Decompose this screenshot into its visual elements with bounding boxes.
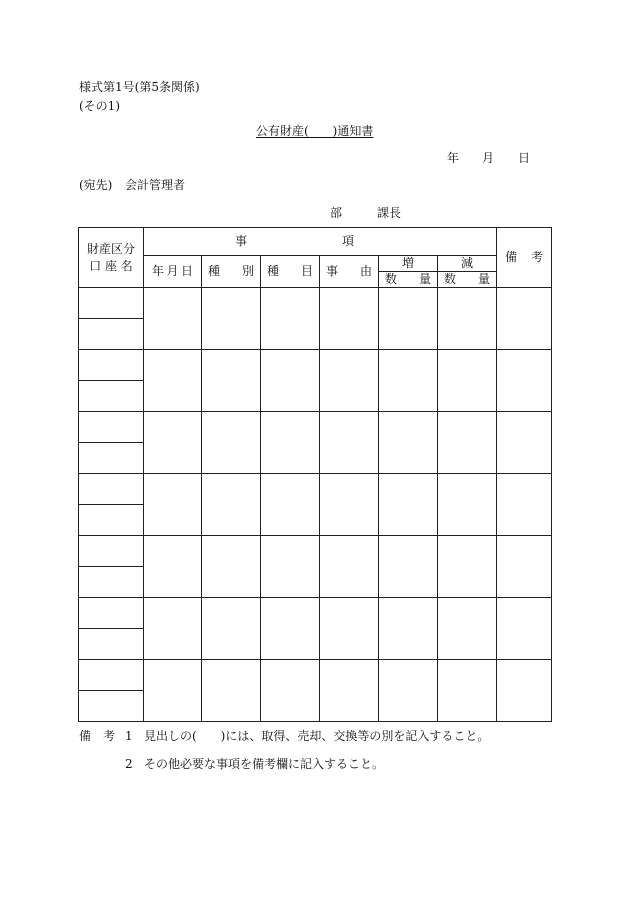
remarks-char-2: 考	[531, 250, 544, 264]
reason-cell[interactable]	[320, 598, 379, 660]
remarks-cell[interactable]	[497, 536, 552, 598]
date-cell[interactable]	[144, 288, 202, 350]
item-cell[interactable]	[261, 288, 320, 350]
kind-char-1: 種	[208, 264, 221, 278]
table-row	[79, 474, 552, 505]
date-cell[interactable]	[144, 412, 202, 474]
kind-cell[interactable]	[202, 536, 261, 598]
account-cell[interactable]	[79, 598, 144, 629]
account-cell[interactable]	[79, 319, 144, 350]
table-row	[79, 660, 552, 691]
table-row	[79, 350, 552, 381]
notification-table	[78, 227, 552, 722]
account-cell[interactable]	[79, 660, 144, 691]
account-cell[interactable]	[79, 381, 144, 412]
qty-increase-cell[interactable]	[379, 474, 438, 536]
item-char-2: 目	[300, 264, 313, 278]
qty-decrease-cell[interactable]	[438, 412, 497, 474]
qty-increase-cell[interactable]	[379, 598, 438, 660]
qty-increase-cell[interactable]	[379, 350, 438, 412]
table-row	[79, 412, 552, 443]
date-cell[interactable]	[144, 536, 202, 598]
qty-increase-cell[interactable]	[379, 660, 438, 722]
remarks-cell[interactable]	[497, 598, 552, 660]
qty-increase-cell[interactable]	[379, 536, 438, 598]
header-increase: 増	[379, 256, 438, 272]
qty-decrease-cell[interactable]	[438, 474, 497, 536]
account-cell[interactable]	[79, 412, 144, 443]
reason-char-1: 事	[326, 264, 339, 278]
date-month: 月	[482, 151, 495, 165]
date-year: 年	[447, 151, 460, 165]
issuer-section: 課長	[377, 206, 402, 220]
reason-cell[interactable]	[320, 412, 379, 474]
table-row	[79, 288, 552, 319]
header-date	[144, 256, 202, 288]
header-matters-left: 事	[235, 234, 248, 248]
note-1-number: 1	[125, 729, 133, 743]
qty-decrease-cell[interactable]	[438, 536, 497, 598]
header-reason	[320, 256, 379, 288]
remarks-cell[interactable]	[497, 474, 552, 536]
qty-increase-cell[interactable]	[379, 412, 438, 474]
date-char-month: 月	[166, 264, 179, 278]
qty-decrease-cell[interactable]	[438, 598, 497, 660]
date-char-day: 日	[180, 264, 193, 278]
item-char-1: 種	[267, 264, 280, 278]
reason-cell[interactable]	[320, 350, 379, 412]
remarks-cell[interactable]	[497, 412, 552, 474]
account-cell[interactable]	[79, 567, 144, 598]
reason-char-2: 由	[359, 264, 372, 278]
note-2-text: その他必要な事項を備考欄に記入すること。	[144, 757, 385, 771]
qty-decrease-cell[interactable]	[438, 660, 497, 722]
kind-cell[interactable]	[202, 288, 261, 350]
item-cell[interactable]	[261, 598, 320, 660]
notes-label: 備 考	[79, 729, 116, 743]
header-item	[261, 256, 320, 288]
note-2-number: 2	[125, 757, 133, 771]
document-title: 公有財産( )通知書	[256, 124, 374, 138]
kind-cell[interactable]	[202, 474, 261, 536]
date-cell[interactable]	[144, 598, 202, 660]
header-decrease: 減	[438, 256, 497, 272]
date-cell[interactable]	[144, 350, 202, 412]
account-cell[interactable]	[79, 629, 144, 660]
kind-cell[interactable]	[202, 350, 261, 412]
item-cell[interactable]	[261, 350, 320, 412]
kind-cell[interactable]	[202, 660, 261, 722]
date-cell[interactable]	[144, 660, 202, 722]
header-kind	[202, 256, 261, 288]
qty-inc-char-1: 数	[385, 272, 398, 286]
kind-cell[interactable]	[202, 598, 261, 660]
account-cell[interactable]	[79, 474, 144, 505]
qty-dec-char-1: 数	[444, 272, 457, 286]
form-subnumber: (その1)	[79, 99, 120, 113]
qty-dec-char-2: 量	[478, 272, 491, 286]
reason-cell[interactable]	[320, 660, 379, 722]
remarks-char-1: 備	[505, 250, 518, 264]
header-account-name: 口 座 名	[89, 258, 133, 273]
table-body	[79, 288, 552, 722]
header-matters-right: 項	[342, 234, 355, 248]
item-cell[interactable]	[261, 474, 320, 536]
item-cell[interactable]	[261, 412, 320, 474]
header-qty-increase	[379, 272, 438, 288]
account-cell[interactable]	[79, 288, 144, 319]
remarks-cell[interactable]	[497, 660, 552, 722]
account-cell[interactable]	[79, 350, 144, 381]
addressee-name: 会計管理者	[125, 178, 186, 192]
qty-increase-cell[interactable]	[379, 288, 438, 350]
header-property-class: 財産区分	[86, 241, 135, 256]
item-cell[interactable]	[261, 536, 320, 598]
issuer-dept: 部	[330, 206, 343, 220]
account-cell[interactable]	[79, 691, 144, 722]
table-row	[79, 598, 552, 629]
reason-cell[interactable]	[320, 288, 379, 350]
account-cell[interactable]	[79, 443, 144, 474]
date-char-year: 年	[152, 264, 165, 278]
qty-decrease-cell[interactable]	[438, 288, 497, 350]
form-number: 様式第1号(第5条関係)	[79, 80, 200, 94]
reason-cell[interactable]	[320, 536, 379, 598]
note-1-text: 見出しの( )には、取得、売却、交換等の別を記入すること。	[144, 729, 490, 743]
qty-decrease-cell[interactable]	[438, 350, 497, 412]
account-cell[interactable]	[79, 505, 144, 536]
kind-char-2: 別	[241, 264, 254, 278]
addressee-label: (宛先)	[79, 178, 113, 192]
qty-inc-char-2: 量	[418, 272, 431, 286]
header-matters	[144, 228, 497, 256]
header-qty-decrease	[438, 272, 497, 288]
table-row	[79, 536, 552, 567]
remarks-cell[interactable]	[497, 350, 552, 412]
header-property-account	[79, 228, 144, 288]
date-cell[interactable]	[144, 474, 202, 536]
kind-cell[interactable]	[202, 412, 261, 474]
date-day: 日	[518, 151, 531, 165]
reason-cell[interactable]	[320, 474, 379, 536]
header-remarks	[497, 228, 552, 288]
account-cell[interactable]	[79, 536, 144, 567]
item-cell[interactable]	[261, 660, 320, 722]
remarks-cell[interactable]	[497, 288, 552, 350]
